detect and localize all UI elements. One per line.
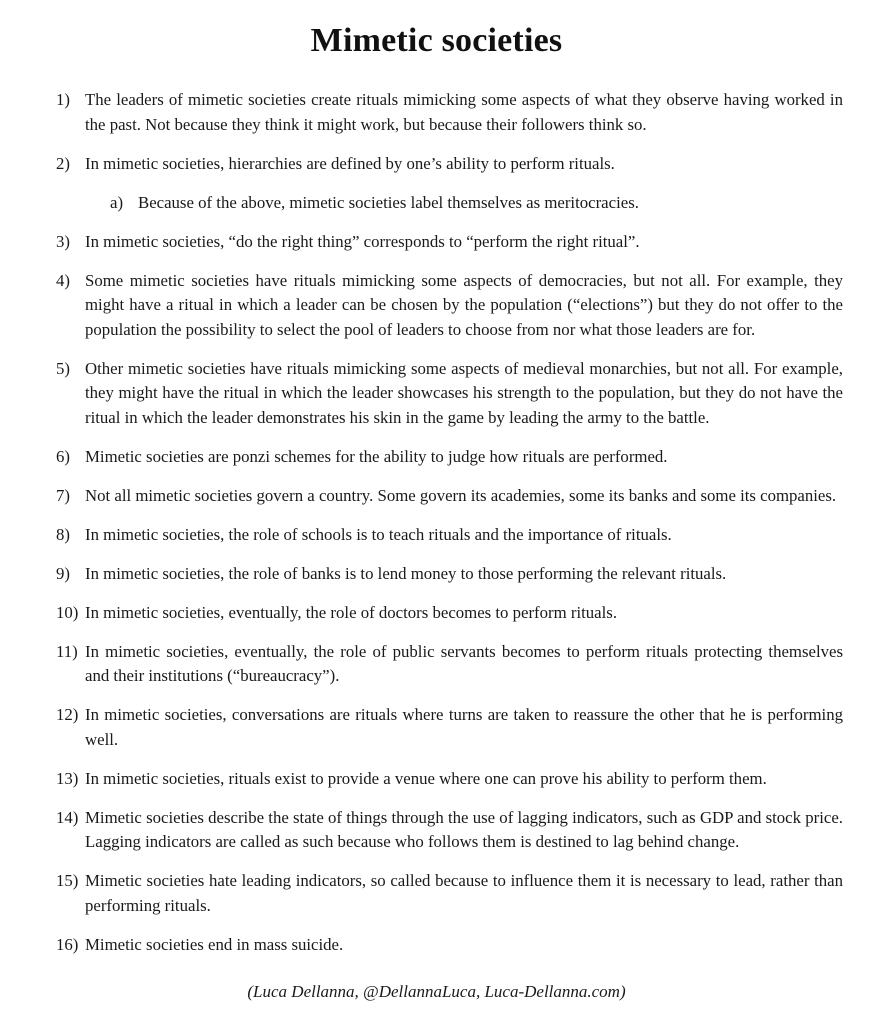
item-number: 2) [56,153,70,173]
item-number: 15) [56,871,79,890]
item-text: In mimetic societies, “do the right thing” corresponds to “perform the right ritual”. [85,231,640,251]
item-number: 14) [56,807,79,827]
item-text: Mimetic societies describe the state of things through the use of lagging indicators, such as GDP and stock price. Lagging indicators are called as such because who follows them is destined to lag behind change. [85,807,843,851]
item-text: Not all mimetic societies govern a country. Some govern its academies, some its banks and some its companies. [85,485,837,505]
item-text: In mimetic societies, the role of schools is to teach rituals and the importance of rituals. [85,524,672,544]
list-item [0,933,843,958]
page-title: Mimetic societies [310,22,563,59]
list-item [0,703,843,752]
item-number: 3) [56,231,70,251]
item-number: 5) [56,358,70,378]
item-number: 8) [56,524,70,544]
item-text: Because of the above, mimetic societies label themselves as meritocracies. [138,192,639,212]
list-item [0,230,843,255]
item-number: 16) [56,934,79,954]
item-number: 13) [56,768,79,788]
list-item [0,152,843,177]
item-number: 6) [56,446,70,466]
item-text: Mimetic societies hate leading indicators, so called because to influence them it is necessary to lead, rather than performing rituals. [85,871,843,915]
list-item [0,640,843,689]
numbered-list [0,88,893,972]
author-signature: (Luca Dellanna, @DellannaLuca, Luca-Dellanna.com) [247,982,626,1001]
item-text: Some mimetic societies have rituals mimicking some aspects of democracies, but not all. For example, they might have a ritual in which a leader can be chosen by the population (“elections”) but they do not offer to the population the possibility to select the pool of leaders to choose from nor what those leaders are for. [85,270,843,339]
item-number: 9) [56,563,70,583]
list-item [0,88,843,137]
item-text: In mimetic societies, conversations are rituals where turns are taken to reassure the other that he is performing well. [85,705,843,749]
item-text: In mimetic societies, eventually, the role of doctors becomes to perform rituals. [85,602,618,622]
item-text: Other mimetic societies have rituals mimicking some aspects of medieval monarchies, but not all. For example, they might have the ritual in which the leader showcases his strength to the population, but they do not have the ritual in which the leader demonstrates his skin in the game by leading the army to the battle. [85,358,843,427]
sub-list-item [0,191,843,216]
item-number: 4) [56,270,70,290]
list-item [0,269,843,343]
item-number: 7) [56,485,70,505]
list-item [0,806,843,855]
item-letter: a) [110,192,124,212]
item-text: In mimetic societies, rituals exist to provide a venue where one can prove his ability to perform them. [85,768,767,788]
item-text: In mimetic societies, the role of banks is to lend money to those performing the relevant rituals. [85,563,727,583]
list-item [0,523,843,548]
list-item [0,445,843,470]
item-number: 10) [56,602,79,622]
item-text: Mimetic societies end in mass suicide. [85,934,344,954]
item-number: 11) [56,641,78,661]
item-text: The leaders of mimetic societies create rituals mimicking some aspects of what they observe having worked in the past. Not because they think it might work, but because their followers think so. [85,90,843,134]
list-item [0,601,843,626]
item-text: In mimetic societies, eventually, the role of public servants becomes to perform rituals protecting themselves and their institutions (“bureaucracy”). [85,641,843,685]
item-text: Mimetic societies are ponzi schemes for the ability to judge how rituals are performed. [85,446,668,466]
item-number: 1) [56,90,70,109]
list-item [0,562,843,587]
list-item [0,767,843,792]
list-item [0,484,843,509]
item-text: In mimetic societies, hierarchies are defined by one’s ability to perform rituals. [85,153,615,173]
item-number: 12) [56,705,79,724]
list-item [0,357,843,431]
list-item [0,869,843,918]
